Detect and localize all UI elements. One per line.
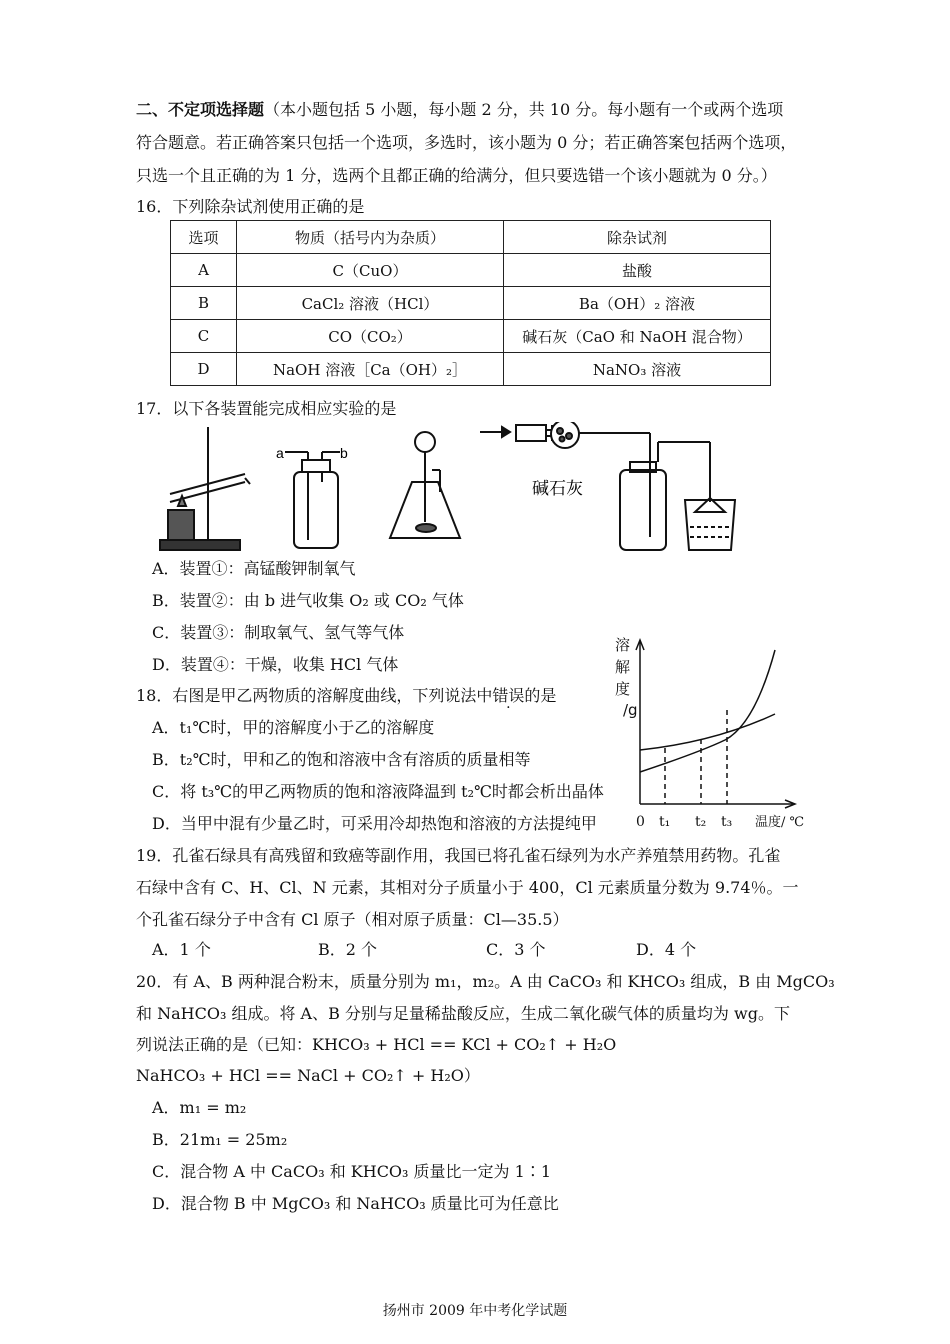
table-row — [171, 320, 771, 353]
q20-line1: 20．有 A、B 两种混合粉末，质量分别为 m₁，m₂。A 由 CaCO₃ 和 KHCO₃ 组成，B 由 MgCO₃ — [136, 972, 835, 991]
table-cell: B — [171, 287, 237, 320]
section-intro-line1: 二、不定项选择题（本小题包括 5 小题，每小题 2 分，共 10 分。每小题有一个或两个选项 — [136, 100, 784, 119]
label-b: b — [340, 445, 348, 461]
q17-apparatus-figure — [150, 422, 770, 557]
curve-yi — [640, 714, 775, 750]
table-cell: C（CuO） — [237, 254, 504, 287]
q17-option-b: B．装置②：由 b 进气收集 O₂ 或 CO₂ 气体 — [152, 591, 464, 610]
y-label-unit: /g — [623, 701, 638, 719]
q17-option-a: A．装置①：高锰酸钾制氧气 — [152, 559, 356, 578]
y-label-1: 溶 — [615, 636, 631, 654]
q20-line4: NaHCO₃ + HCl == NaCl + CO₂↑ + H₂O） — [136, 1066, 480, 1085]
q19-option-c: C．3 个 — [486, 940, 546, 959]
solubility-graph — [605, 632, 825, 832]
q17-option-c: C．装置③：制取氧气、氢气等气体 — [152, 623, 405, 642]
table-cell: NaOH 溶液［Ca（OH）₂］ — [237, 353, 504, 386]
q19-option-a: A．1 个 — [152, 940, 211, 959]
table-cell: 碱石灰（CaO 和 NaOH 混合物） — [504, 320, 771, 353]
q18-option-b: B．t₂℃时，甲和乙的饱和溶液中含有溶质的质量相等 — [152, 750, 531, 769]
q18-stem: 18．右图是甲乙两物质的溶解度曲线，下列说法中错误的是 — [136, 686, 557, 705]
q20-line3: 列说法正确的是（已知：KHCO₃ + HCl == KCl + CO₂↑ + H₂O — [136, 1035, 617, 1054]
table-cell: D — [171, 353, 237, 386]
table-row — [171, 254, 771, 287]
q19-line1: 19．孔雀石绿具有高残留和致癌等副作用，我国已将孔雀石绿列为水产养殖禁用药物。孔雀 — [136, 846, 781, 865]
q19-option-d: D．4 个 — [636, 940, 697, 959]
curve-jia — [640, 650, 775, 772]
q16-stem: 16．下列除杂试剂使用正确的是 — [136, 197, 365, 216]
table-cell: A — [171, 254, 237, 287]
t1-label: t₁ — [659, 814, 671, 830]
section-intro-line2: 符合题意。若正确答案只包括一个选项，多选时，该小题为 0 分；若正确答案包括两个选项， — [136, 133, 797, 152]
q20-option-a: A．m₁ = m₂ — [152, 1098, 247, 1117]
x-axis-label: 温度/ ℃ — [755, 815, 805, 830]
t2-label: t₂ — [695, 814, 707, 830]
q18-option-c: C．将 t₃℃的甲乙两物质的饱和溶液降温到 t₂℃时都会析出晶体 — [152, 782, 604, 801]
y-label-2: 解 — [615, 658, 631, 676]
q20-option-c: C．混合物 A 中 CaCO₃ 和 KHCO₃ 质量比一定为 1∶1 — [152, 1162, 551, 1181]
q20-option-d: D．混合物 B 中 MgCO₃ 和 NaHCO₃ 质量比可为任意比 — [152, 1194, 559, 1213]
apparatus-3-icon — [390, 432, 460, 538]
table-cell: CaCl₂ 溶液（HCl） — [237, 287, 504, 320]
soda-lime-label: 碱石灰 — [532, 479, 583, 499]
q19-line2: 石绿中含有 C、H、Cl、N 元素，其相对分子质量小于 400，Cl 元素质量分数为 9.74％。一 — [136, 878, 799, 897]
table-cell: Ba（OH）₂ 溶液 — [504, 287, 771, 320]
q17-option-d: D．装置④：干燥，收集 HCl 气体 — [152, 655, 399, 674]
q19-line3: 个孔雀石绿分子中含有 Cl 原子（相对原子质量：Cl—35.5） — [136, 910, 569, 929]
page-footer: 扬州市 2009 年中考化学试题 — [382, 1303, 568, 1319]
t3-label: t₃ — [721, 814, 733, 830]
q18-option-a: A．t₁℃时，甲的溶解度小于乙的溶解度 — [152, 718, 435, 737]
table-cell: NaNO₃ 溶液 — [504, 353, 771, 386]
table-cell: C — [171, 320, 237, 353]
origin-label: 0 — [636, 814, 645, 830]
apparatus-2-icon — [285, 452, 340, 548]
table-header: 物质（括号内为杂质） — [237, 221, 504, 254]
q17-stem: 17．以下各装置能完成相应实验的是 — [136, 399, 397, 418]
table-header: 选项 — [171, 221, 237, 254]
q19-option-b: B．2 个 — [318, 940, 378, 959]
table-cell: CO（CO₂） — [237, 320, 504, 353]
section-title: 二、不定项选择题 — [136, 100, 265, 119]
q20-option-b: B．21m₁ = 25m₂ — [152, 1130, 288, 1149]
table-row — [171, 353, 771, 386]
label-a: a — [276, 445, 284, 461]
table-cell: 盐酸 — [504, 254, 771, 287]
emphasis-wrong: 错误 — [492, 686, 525, 705]
q18-option-d: D．当甲中混有少量乙时，可采用冷却热饱和溶液的方法提纯甲 — [152, 814, 597, 833]
table-row — [171, 287, 771, 320]
y-label-3: 度 — [615, 680, 631, 698]
section-intro-line3: 只选一个且正确的为 1 分，选两个且都正确的给满分，但只要选错一个该小题就为 0 分。） — [136, 166, 777, 185]
apparatus-4-icon — [480, 422, 735, 550]
table-header-row — [171, 221, 771, 254]
q20-line2: 和 NaHCO₃ 组成。将 A、B 分别与足量稀盐酸反应，生成二氧化碳气体的质量均为 wg。下 — [136, 1004, 790, 1023]
apparatus-1-icon — [160, 427, 250, 550]
table-header: 除杂试剂 — [504, 221, 771, 254]
q16-table — [170, 220, 771, 386]
